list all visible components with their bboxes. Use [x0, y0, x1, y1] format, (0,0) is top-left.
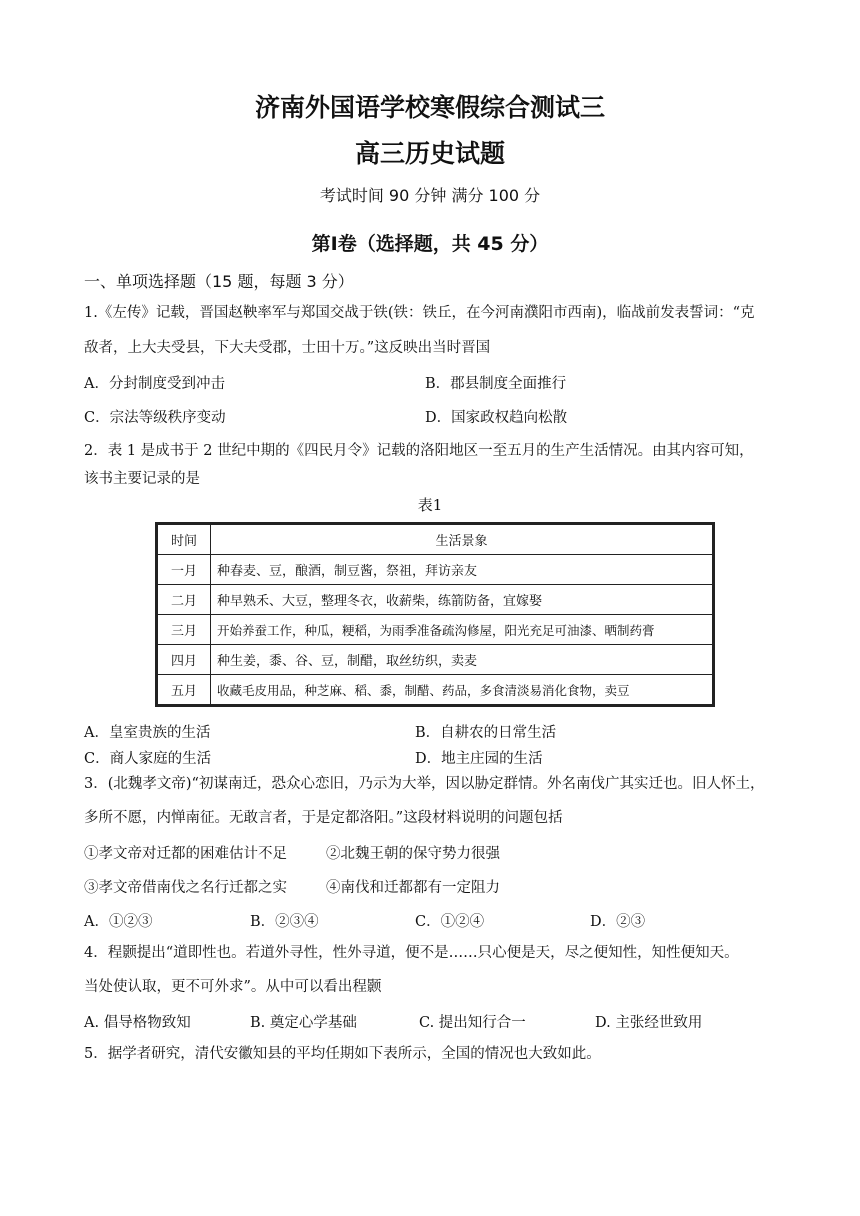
- q2-stem-line1: 2．表 1 是成书于 2 世纪中期的《四民月令》记载的洛阳地区一至五月的生产生活情况。由其内容可知，: [84, 443, 754, 459]
- q4-stem-line2: 当处使认取，更不可外求”。从中可以看出程颢: [84, 979, 382, 995]
- table-cell-month: 二月: [158, 585, 211, 615]
- q2-option-d: D．地主庄园的生活: [415, 751, 543, 767]
- table-cell-scene: 开始养蚕工作，种瓜，粳稻，为雨季准备疏沟修屋，阳光充足可油漆、晒制药膏: [211, 615, 713, 645]
- q1-option-c: C．宗法等级秩序变动: [84, 410, 226, 426]
- table-cell-scene: 收藏毛皮用品，种芝麻、稻、黍，制醋、药品，多食清淡易消化食物，卖豆: [211, 675, 713, 705]
- q3-item-2: ②北魏王朝的保守势力很强: [326, 846, 500, 862]
- table-caption: 表1: [417, 496, 443, 514]
- q4-option-a: A. 倡导格物致知: [84, 1015, 191, 1031]
- table-cell-month: 四月: [158, 645, 211, 675]
- volume-heading: 第Ⅰ卷（选择题，共 45 分）: [311, 233, 549, 255]
- q4-option-d: D. 主张经世致用: [595, 1015, 703, 1031]
- table-row: [158, 675, 713, 705]
- table-header-time: 时间: [158, 525, 211, 555]
- q3-option-a: A．①②③: [84, 914, 153, 930]
- section-heading: 一、单项选择题（15 题，每题 3 分）: [84, 272, 354, 291]
- q3-item-1: ①孝文帝对迁都的困难估计不足: [84, 846, 287, 862]
- q2-option-c: C．商人家庭的生活: [84, 751, 212, 767]
- q2-option-a: A．皇室贵族的生活: [84, 725, 211, 741]
- q1-option-a: A．分封制度受到冲击: [84, 376, 225, 392]
- table-row: [158, 645, 713, 675]
- q2-option-b: B．自耕农的日常生活: [415, 725, 557, 741]
- table-cell-scene: 种生姜，黍、谷、豆，制醋，取丝纺织，卖麦: [211, 645, 713, 675]
- q5-stem-line1: 5．据学者研究，清代安徽知县的平均任期如下表所示，全国的情况也大致如此。: [84, 1046, 601, 1062]
- q3-option-b: B．②③④: [250, 914, 319, 930]
- q3-item-3: ③孝文帝借南伐之名行迁都之实: [84, 880, 287, 896]
- q3-option-d: D．②③: [590, 914, 646, 930]
- table-cell-scene: 种早熟禾、大豆，整理冬衣，收薪柴，练箭防备，宜嫁娶: [211, 585, 713, 615]
- table-header-row: [158, 525, 713, 555]
- table-row: [158, 615, 713, 645]
- q4-stem-line1: 4．程颢提出“道即性也。若道外寻性，性外寻道，便不是……只心便是天，尽之便知性，知性便知天。: [84, 945, 739, 961]
- exam-title: 济南外国语学校寒假综合测试三: [254, 93, 605, 122]
- q1-option-d: D．国家政权趋向松散: [425, 410, 568, 426]
- table-row: [158, 555, 713, 585]
- table-cell-scene: 种春麦、豆，酿酒，制豆酱，祭祖，拜访亲友: [211, 555, 713, 585]
- life-table: [157, 524, 713, 705]
- q3-stem-line2: 多所不愿，内惮南征。无敢言者，于是定都洛阳。”这段材料说明的问题包括: [84, 810, 563, 826]
- q1-option-b: B．郡县制度全面推行: [425, 376, 567, 392]
- exam-subtitle: 高三历史试题: [354, 139, 505, 168]
- q3-stem-line1: 3．(北魏孝文帝)“初谋南迁，恐众心恋旧，乃示为大举，因以胁定群情。外名南伐广其实迁也。旧人怀土，: [84, 776, 765, 792]
- table-cell-month: 一月: [158, 555, 211, 585]
- q3-item-4: ④南伐和迁都都有一定阻力: [326, 880, 500, 896]
- q3-option-c: C．①②④: [415, 914, 485, 930]
- q4-option-b: B. 奠定心学基础: [250, 1015, 357, 1031]
- exam-info: 考试时间 90 分钟 满分 100 分: [319, 186, 541, 205]
- q1-stem-line2: 敌者，上大夫受县，下大夫受郡，士田十万。”这反映出当时晋国: [84, 340, 491, 356]
- q1-stem-line1: 1.《左传》记载，晋国赵鞅率军与郑国交战于铁(铁：铁丘，在今河南濮阳市西南)，临战前发表誓词：“克: [84, 305, 755, 321]
- q4-option-c: C. 提出知行合一: [419, 1015, 526, 1031]
- table-row: [158, 585, 713, 615]
- q2-stem-line2: 该书主要记录的是: [84, 471, 200, 487]
- table-cell-month: 三月: [158, 615, 211, 645]
- table-cell-month: 五月: [158, 675, 211, 705]
- table-header-scene: 生活景象: [211, 525, 713, 555]
